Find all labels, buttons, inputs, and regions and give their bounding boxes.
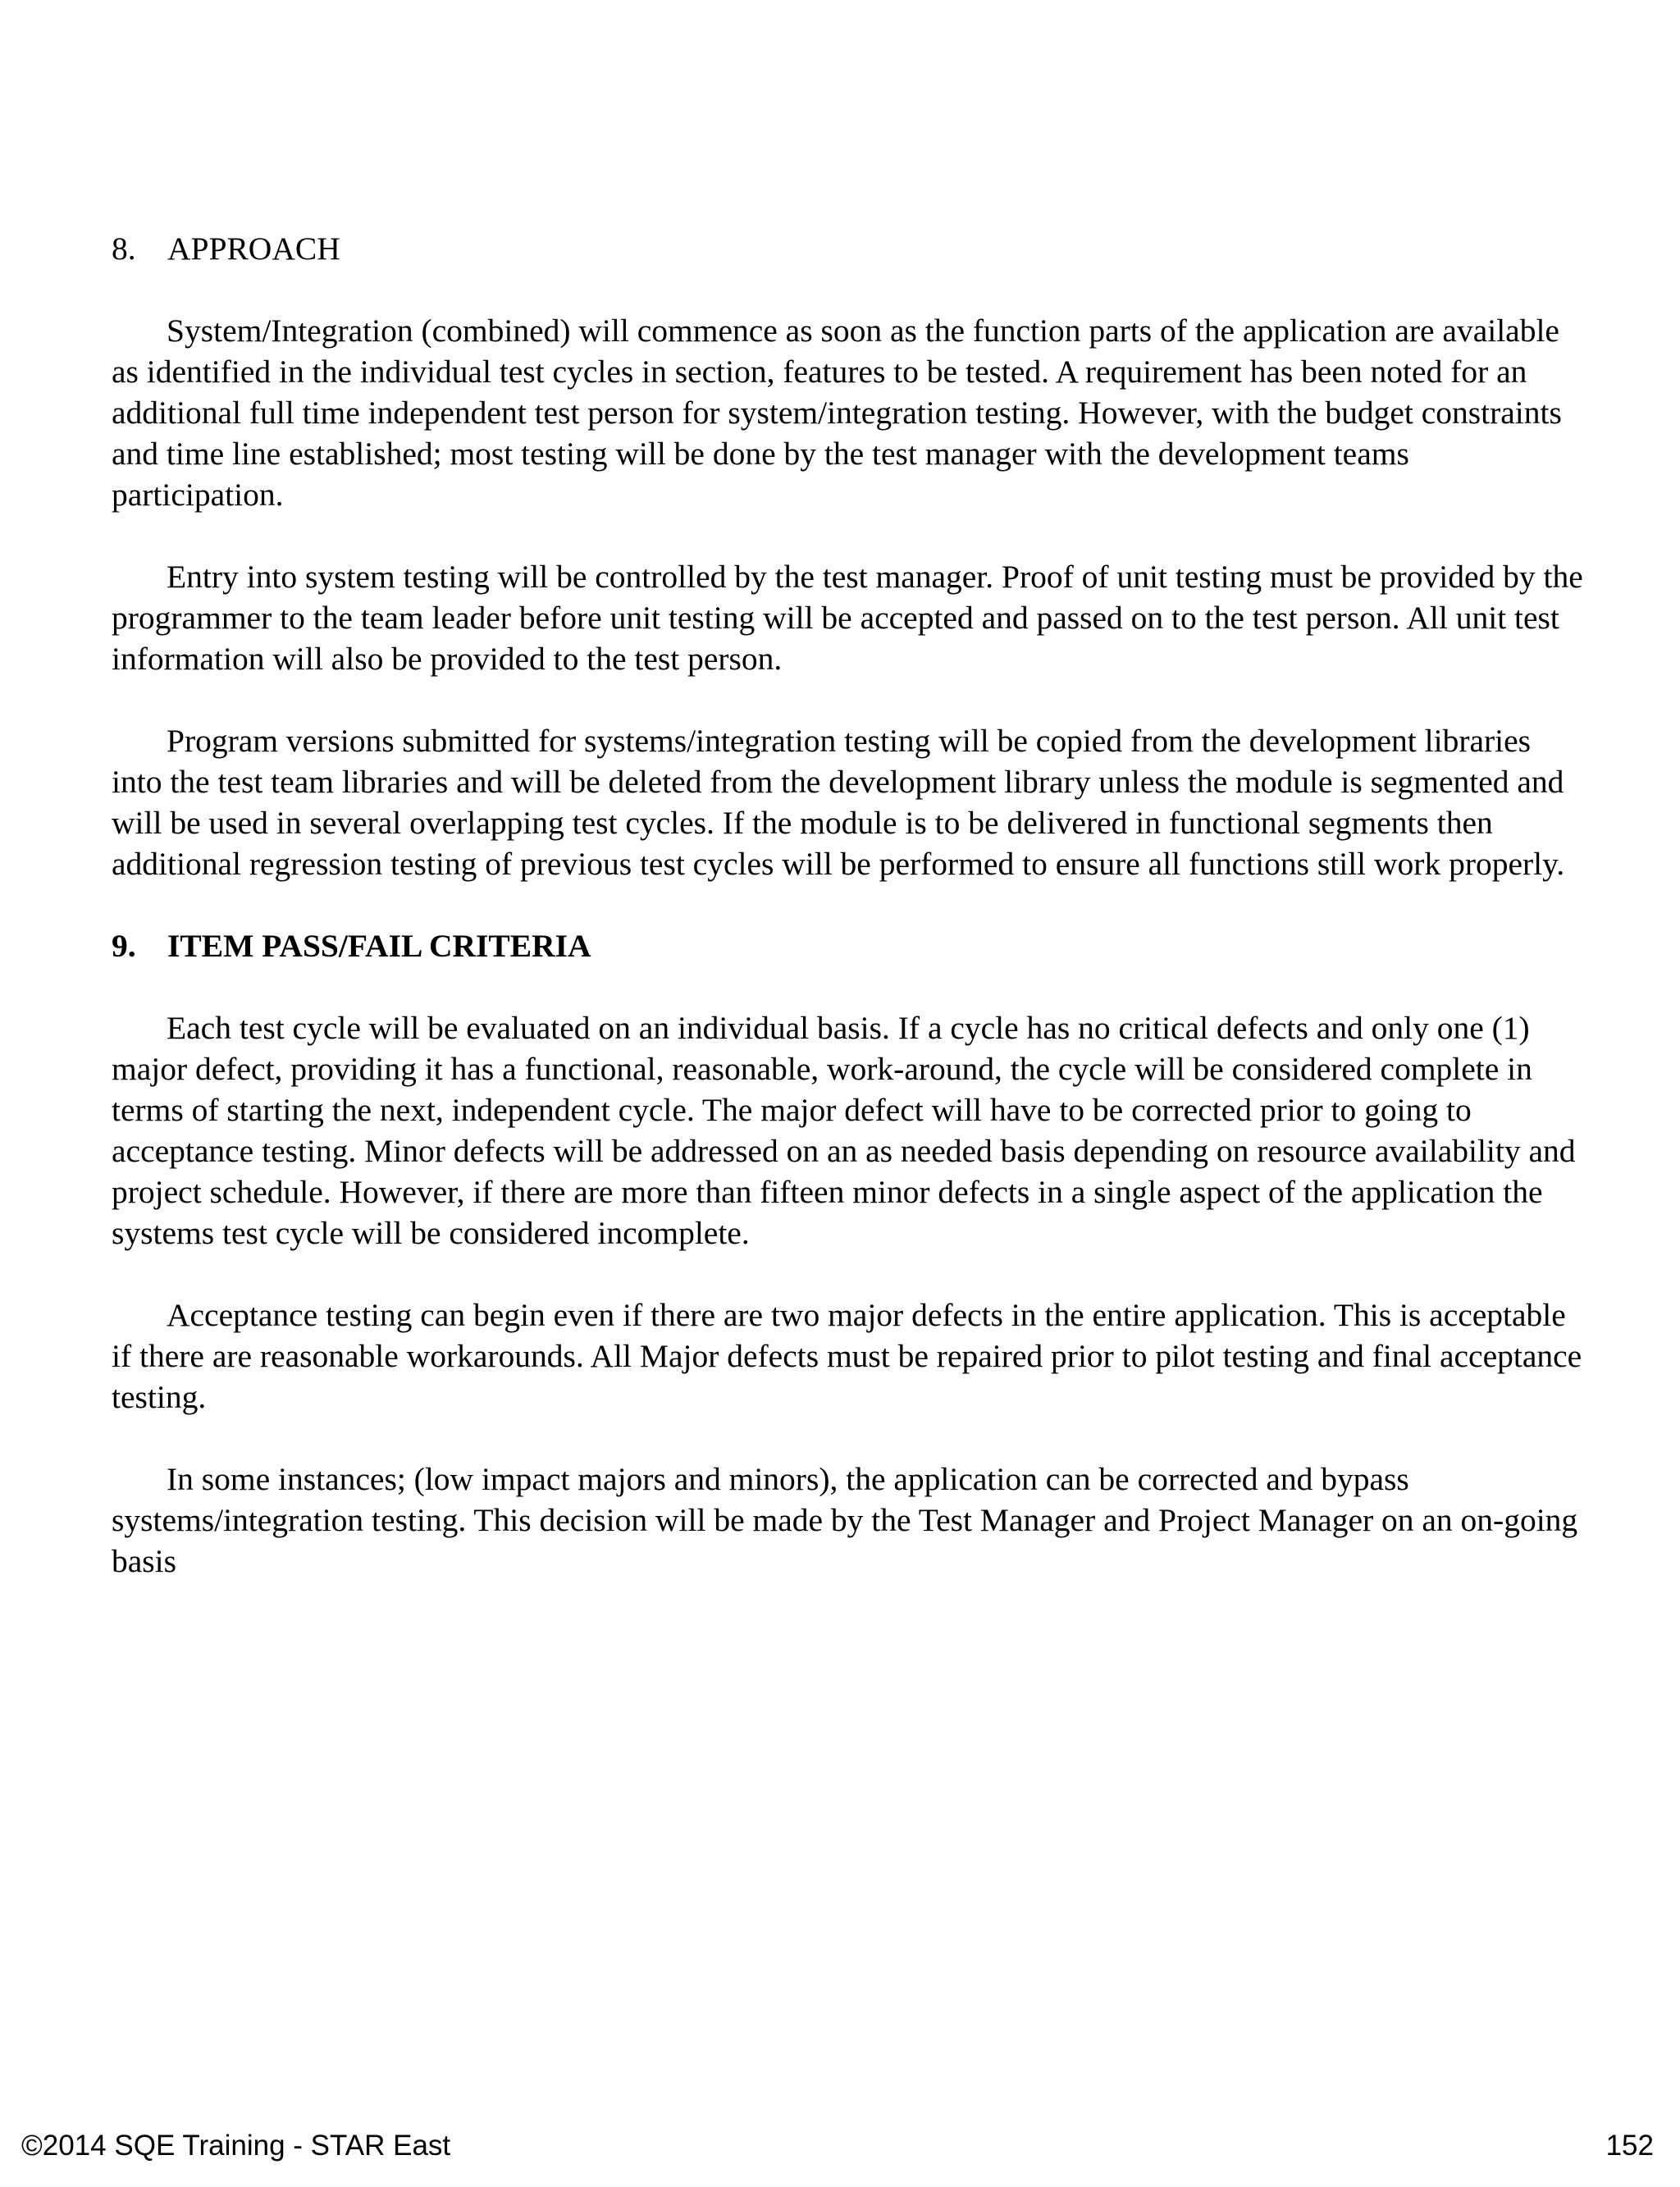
paragraph: System/Integration (combined) will commence as soon as the function parts of the application are available as identified in the individual test cycles in section, features to be tested. A requirement has been noted for an additional full time independent test person for system/integration testing. However, with the budget constraints and time line established; most testing will be done by the test manager with the development teams participation. xyxy=(112,313,1562,513)
page-body xyxy=(112,228,1588,1582)
paragraph: Each test cycle will be evaluated on an individual basis. If a cycle has no critical defects and only one (1) major defect, providing it has a functional, reasonable, work-around, the cycle will be considered complete in terms of starting the next, independent cycle. The major defect will have to be corrected prior to going to acceptance testing. Minor defects will be addressed on an as needed basis depending on resource availability and project schedule. However, if there are more than fifteen minor defects in a single aspect of the application the systems test cycle will be considered incomplete. xyxy=(112,1010,1576,1251)
section-number: 9. xyxy=(112,928,136,964)
section-title: APPROACH xyxy=(167,231,340,267)
section-number: 8. xyxy=(112,231,136,267)
paragraph: Acceptance testing can begin even if there are two major defects in the entire application. This is acceptable if there are reasonable workarounds. All Major defects must be repaired prior to pilot testing and final acceptance testing. xyxy=(112,1297,1582,1415)
section-title: ITEM PASS/FAIL CRITERIA xyxy=(167,928,591,964)
paragraph: Program versions submitted for systems/integration testing will be copied from the development libraries into the test team libraries and will be deleted from the development library unless the module is segmented and will be used in several overlapping test cycles. If the module is to be delivered in functional segments then additional regression testing of previous test cycles will be performed to ensure all functions still work properly. xyxy=(112,723,1565,882)
section-heading-pass-fail xyxy=(112,925,1588,966)
paragraph: Entry into system testing will be controlled by the test manager. Proof of unit testing must be provided by the programmer to the team leader before unit testing will be accepted and passed on to the test person. All unit test information will also be provided to the test person. xyxy=(112,559,1583,677)
footer-page-number: 152 xyxy=(1605,2130,1654,2162)
paragraph: In some instances; (low impact majors and minors), the application can be corrected and bypass systems/integration testing. This decision will be made by the Test Manager and Project Manager on an on-going basis xyxy=(112,1461,1578,1579)
footer-copyright: ©2014 SQE Training - STAR East xyxy=(21,2130,451,2162)
section-heading-approach xyxy=(112,228,1588,269)
